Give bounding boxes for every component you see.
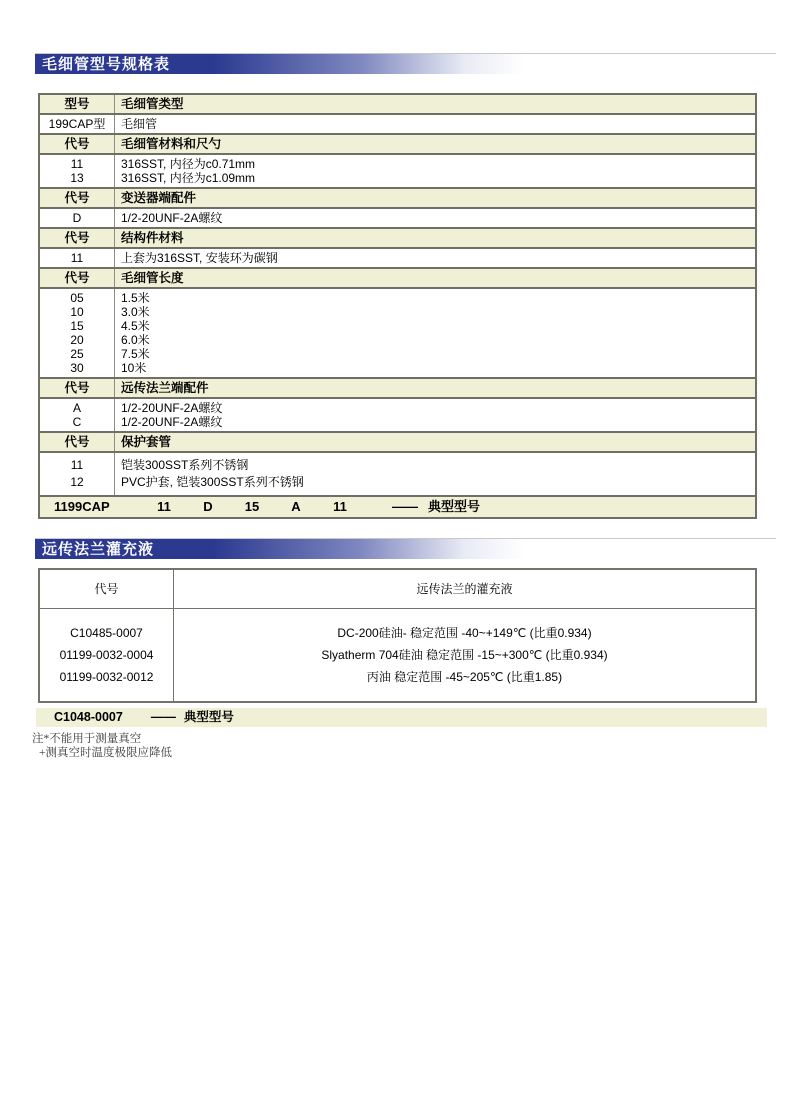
fill-fluid-value: DC-200硅油- 稳定范围 -40~+149℃ (比重0.934) bbox=[337, 626, 592, 640]
capillary-spec-title: 毛细管型号规格表 bbox=[42, 56, 171, 73]
typical-part: 15 bbox=[244, 499, 260, 514]
spec-header-row bbox=[40, 377, 755, 399]
spec-code-value: 11 bbox=[70, 458, 84, 472]
spec-data-desc-cell bbox=[115, 209, 755, 227]
spec-desc-value: 316SST, 内径为c0.71mm bbox=[121, 157, 256, 171]
typical-dash: —— bbox=[392, 499, 418, 514]
typical-part: D bbox=[203, 499, 213, 514]
spec-code-value: 30 bbox=[70, 361, 84, 375]
spec-desc-value: PVC护套, 铠装300SST系列不锈钢 bbox=[121, 475, 304, 489]
spec-code-value: 13 bbox=[70, 171, 84, 185]
spec-code-value: 12 bbox=[70, 475, 84, 489]
spec-header-row bbox=[40, 227, 755, 249]
spec-code-value: 11 bbox=[70, 251, 84, 265]
spec-code-value: 199CAP型 bbox=[48, 117, 106, 131]
spec-data-code-cell bbox=[40, 115, 115, 133]
fill-table-header-row bbox=[40, 570, 755, 609]
spec-data-row bbox=[40, 115, 755, 133]
spec-header-label-cell: 远传法兰端配件 bbox=[121, 381, 209, 395]
spec-desc-value: 4.5米 bbox=[121, 319, 150, 333]
spec-data-code-cell bbox=[40, 209, 115, 227]
fill-code-value: 01199-0032-0004 bbox=[59, 648, 154, 662]
spec-desc-value: 316SST, 内径为c1.09mm bbox=[121, 171, 256, 185]
spec-data-desc-cell bbox=[115, 155, 755, 187]
fill-fluid-title-bar bbox=[35, 538, 776, 559]
spec-desc-value: 1/2-20UNF-2A螺纹 bbox=[121, 401, 223, 415]
spec-typical-model-row bbox=[40, 495, 755, 517]
spec-header-row bbox=[40, 267, 755, 289]
spec-header-code-cell: 型号 bbox=[40, 95, 115, 113]
spec-header-label-cell: 结构件材料 bbox=[121, 231, 184, 245]
fill-col-code-header: 代号 bbox=[40, 570, 174, 608]
spec-header-code-cell: 代号 bbox=[40, 229, 115, 247]
spec-data-row bbox=[40, 399, 755, 431]
fill-typical-dash: —— bbox=[150, 710, 176, 724]
spec-code-value: 20 bbox=[70, 333, 84, 347]
spec-code-value: 05 bbox=[70, 291, 84, 305]
spec-desc-value: 1/2-20UNF-2A螺纹 bbox=[121, 415, 223, 429]
spec-header-label-cell: 毛细管材料和尺勺 bbox=[121, 137, 222, 151]
spec-desc-value: 上套为316SST, 安装环为碳钢 bbox=[121, 251, 278, 265]
fill-fluid-value: 丙油 稳定范围 -45~205℃ (比重1.85) bbox=[366, 670, 563, 684]
spec-header-row bbox=[40, 431, 755, 453]
spec-desc-value: 6.0米 bbox=[121, 333, 150, 347]
spec-data-code-cell bbox=[40, 453, 115, 495]
spec-header-code-cell: 代号 bbox=[40, 135, 115, 153]
spec-data-row bbox=[40, 155, 755, 187]
spec-desc-value: 1.5米 bbox=[121, 291, 150, 305]
fill-fluid-title: 远传法兰灌充液 bbox=[42, 541, 155, 558]
spec-code-value: 25 bbox=[70, 347, 84, 361]
spec-data-code-cell bbox=[40, 155, 115, 187]
fill-code-value: 01199-0032-0012 bbox=[59, 670, 154, 684]
fill-typical-label: 典型型号 bbox=[183, 710, 234, 724]
spec-header-label-cell: 毛细管长度 bbox=[121, 271, 184, 285]
typical-label: 典型型号 bbox=[428, 499, 481, 514]
spec-data-row bbox=[40, 453, 755, 495]
spec-header-row bbox=[40, 95, 755, 115]
spec-data-row bbox=[40, 289, 755, 377]
capillary-spec-table bbox=[38, 93, 757, 519]
spec-data-desc-cell bbox=[115, 115, 755, 133]
spec-desc-value: 毛细管 bbox=[121, 117, 158, 131]
spec-desc-value: 1/2-20UNF-2A螺纹 bbox=[121, 211, 223, 225]
spec-header-label-cell: 保护套管 bbox=[121, 435, 172, 449]
fill-fluids-cell bbox=[174, 609, 755, 701]
spec-desc-value: 7.5米 bbox=[121, 347, 150, 361]
typical-part: 11 bbox=[157, 499, 171, 514]
spec-data-code-cell bbox=[40, 399, 115, 431]
spec-code-value: C bbox=[72, 415, 82, 429]
spec-header-row bbox=[40, 187, 755, 209]
fill-typical-code: C1048-0007 bbox=[54, 710, 123, 724]
typical-part: 11 bbox=[333, 499, 347, 514]
spec-data-desc-cell bbox=[115, 289, 755, 377]
spec-data-code-cell bbox=[40, 249, 115, 267]
spec-code-value: 10 bbox=[70, 305, 84, 319]
spec-data-desc-cell bbox=[115, 399, 755, 431]
spec-desc-value: 铠装300SST系列不锈钢 bbox=[121, 458, 249, 472]
fill-fluid-table bbox=[38, 568, 757, 703]
fill-codes-cell bbox=[40, 609, 174, 701]
spec-desc-value: 3.0米 bbox=[121, 305, 150, 319]
fill-fluid-value: Slyatherm 704硅油 稳定范围 -15~+300℃ (比重0.934) bbox=[321, 648, 608, 662]
note-line: 注*不能用于测量真空 bbox=[32, 733, 142, 745]
footnotes bbox=[32, 732, 800, 760]
spec-code-value: D bbox=[72, 211, 82, 225]
spec-code-value: 15 bbox=[70, 319, 84, 333]
spec-data-row bbox=[40, 249, 755, 267]
spec-header-code-cell: 代号 bbox=[40, 269, 115, 287]
fill-code-value: C10485-0007 bbox=[70, 626, 143, 640]
page bbox=[0, 53, 800, 1107]
spec-desc-value: 10米 bbox=[121, 361, 147, 375]
fill-typical-model-row bbox=[36, 708, 767, 727]
spec-data-code-cell bbox=[40, 289, 115, 377]
fill-table-data-row bbox=[40, 609, 755, 701]
spec-header-code-cell: 代号 bbox=[40, 433, 115, 451]
spec-data-row bbox=[40, 209, 755, 227]
typical-part: 1199CAP bbox=[54, 499, 110, 514]
spec-header-label-cell: 变送器端配件 bbox=[121, 191, 197, 205]
spec-header-row bbox=[40, 133, 755, 155]
spec-code-value: 11 bbox=[70, 157, 84, 171]
spec-data-desc-cell bbox=[115, 249, 755, 267]
typical-part: A bbox=[291, 499, 301, 514]
spec-header-code-cell: 代号 bbox=[40, 379, 115, 397]
spec-header-code-cell: 代号 bbox=[40, 189, 115, 207]
fill-col-fluid-header: 远传法兰的灌充液 bbox=[416, 582, 513, 596]
spec-header-label-cell: 毛细管类型 bbox=[121, 97, 184, 111]
spec-data-desc-cell bbox=[115, 453, 755, 495]
capillary-spec-title-bar bbox=[35, 53, 776, 74]
spec-code-value: A bbox=[72, 401, 81, 415]
note-line: +测真空时温度极限应降低 bbox=[39, 747, 172, 759]
